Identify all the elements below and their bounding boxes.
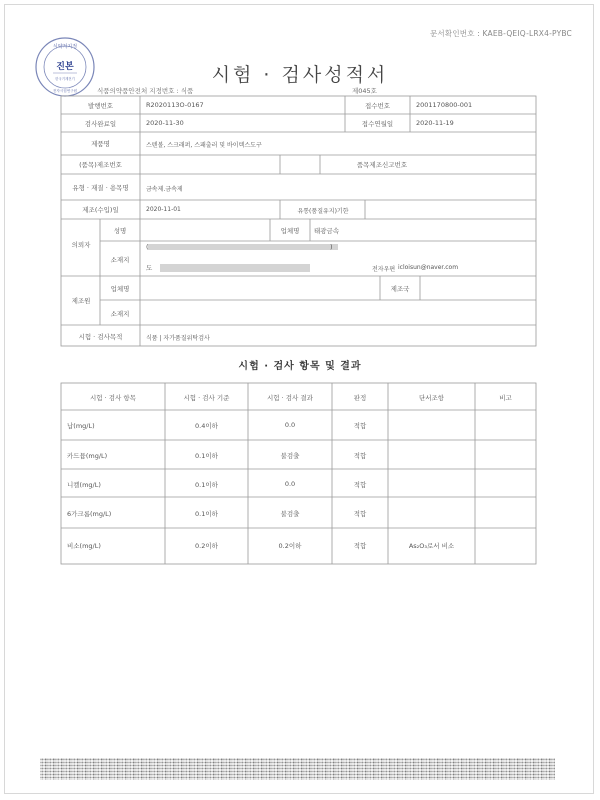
row-result: 불검출 [280, 452, 300, 460]
receipt-date-label: 접수연월일 [361, 120, 394, 128]
security-barcode-overlay [40, 758, 555, 780]
country-label: 제조국 [390, 285, 410, 293]
svg-text:식약처지정: 식약처지정 [52, 44, 78, 50]
purpose-value: 식품 | 자가품질위탁검사 [146, 335, 210, 342]
row-item: 6가크롬(mg/L) [67, 510, 112, 518]
table-row [61, 528, 536, 564]
manufacturer-label: 제조원 [71, 297, 91, 305]
client-label: 의뢰자 [71, 241, 91, 249]
row-verdict: 적합 [353, 481, 367, 489]
row-standard: 0.1이하 [195, 452, 218, 460]
table-row [61, 497, 536, 528]
table-row [61, 469, 536, 497]
results-header-row [61, 383, 536, 410]
client-email-value: icloisun@naver.com [398, 264, 459, 271]
results-table [61, 383, 536, 564]
row-verdict: 적합 [353, 452, 367, 460]
client-company-label: 업체명 [280, 227, 300, 235]
svg-text:진본: 진본 [56, 62, 74, 72]
row-verdict: 적합 [353, 510, 367, 518]
inspection-date-label: 검사완료일 [84, 120, 117, 128]
mfg-date-label: 제조(수입)일 [82, 206, 119, 214]
document-id: 문서확인번호 : KAEB-QEIQ-LRX4-PYBC [429, 29, 572, 38]
header-result: 시험 · 검사 결과 [267, 394, 313, 402]
manufacturer-address-label: 소재지 [110, 310, 130, 318]
row-result: 불검출 [280, 510, 300, 518]
report-title: 시험 · 검사성적서 [211, 64, 389, 86]
mfg-date-value: 2020-11-01 [146, 206, 181, 213]
client-email-label: 전자우편 [372, 266, 396, 273]
row-verdict: 적합 [353, 422, 367, 430]
client-address-label: 소재지 [110, 256, 130, 264]
table-row [61, 410, 536, 440]
row-item: 카드뮴(mg/L) [67, 452, 108, 460]
row-item: 비소(mg/L) [67, 542, 101, 550]
client-address-line2: 도 [146, 264, 153, 272]
product-name-value: 스텐볼, 스크래퍼, 스패출러 및 바이텍스도구 [146, 142, 262, 149]
row-clause: As₂O₃로서 비소 [408, 542, 455, 550]
receipt-number-value: 2001170800-001 [416, 101, 473, 109]
results-title: 시험 · 검사 항목 및 결과 [238, 361, 362, 372]
receipt-number-label: 접수번호 [364, 102, 391, 110]
product-name-label: 제품명 [91, 140, 110, 148]
purpose-label: 시험 · 검사목적 [78, 333, 123, 341]
row-standard: 0.2이하 [195, 542, 218, 550]
client-address-line1-open: ( [146, 243, 149, 251]
issue-number-label: 발행번호 [87, 102, 114, 110]
row-item: 납(mg/L) [67, 422, 95, 430]
client-name-label: 성명 [113, 227, 127, 235]
inspection-date-value: 2020-11-30 [146, 119, 184, 127]
row-standard: 0.1이하 [195, 510, 218, 518]
client-company-value: 태광금속 [314, 227, 340, 235]
item-mfg-number-label: (품목)제조번호 [79, 161, 122, 169]
row-result: 0.0 [284, 421, 296, 429]
type-material-label: 유형 · 재질 · 용목명 [72, 184, 129, 192]
header-note: 비고 [499, 394, 512, 402]
client-address-line1-close: ) [330, 243, 333, 251]
svg-text:한국기계전기: 한국기계전기 [55, 77, 75, 81]
row-verdict: 적합 [353, 542, 367, 550]
table-row [61, 440, 536, 469]
issue-number-value: R2020113O-0167 [146, 101, 204, 109]
row-standard: 0.4이하 [195, 422, 218, 430]
svg-text:전자시험연구원: 전자시험연구원 [52, 89, 78, 93]
receipt-date-value: 2020-11-19 [416, 119, 454, 127]
type-material-value: 금속제.금속제 [146, 186, 183, 193]
food-report-number-label: 품목제조신고번호 [356, 161, 408, 169]
header-standard: 시험 · 검사 기준 [183, 394, 230, 402]
authority-designation: 식품의약품안전처 지정번호 : 식품 [97, 87, 194, 95]
header-clause: 단서조항 [418, 394, 445, 402]
expiry-label: 유통(품질유지)기한 [297, 208, 349, 215]
designation-number: 제045호 [352, 87, 377, 95]
manufacturer-company-label: 업체명 [110, 285, 130, 293]
row-item: 니켈(mg/L) [67, 481, 101, 489]
row-result: 0.0 [284, 480, 296, 488]
row-standard: 0.1이하 [195, 481, 218, 489]
header-item: 시험 · 검사 항목 [90, 394, 136, 402]
header-verdict: 판정 [353, 394, 367, 402]
row-result: 0.2이하 [278, 542, 302, 550]
